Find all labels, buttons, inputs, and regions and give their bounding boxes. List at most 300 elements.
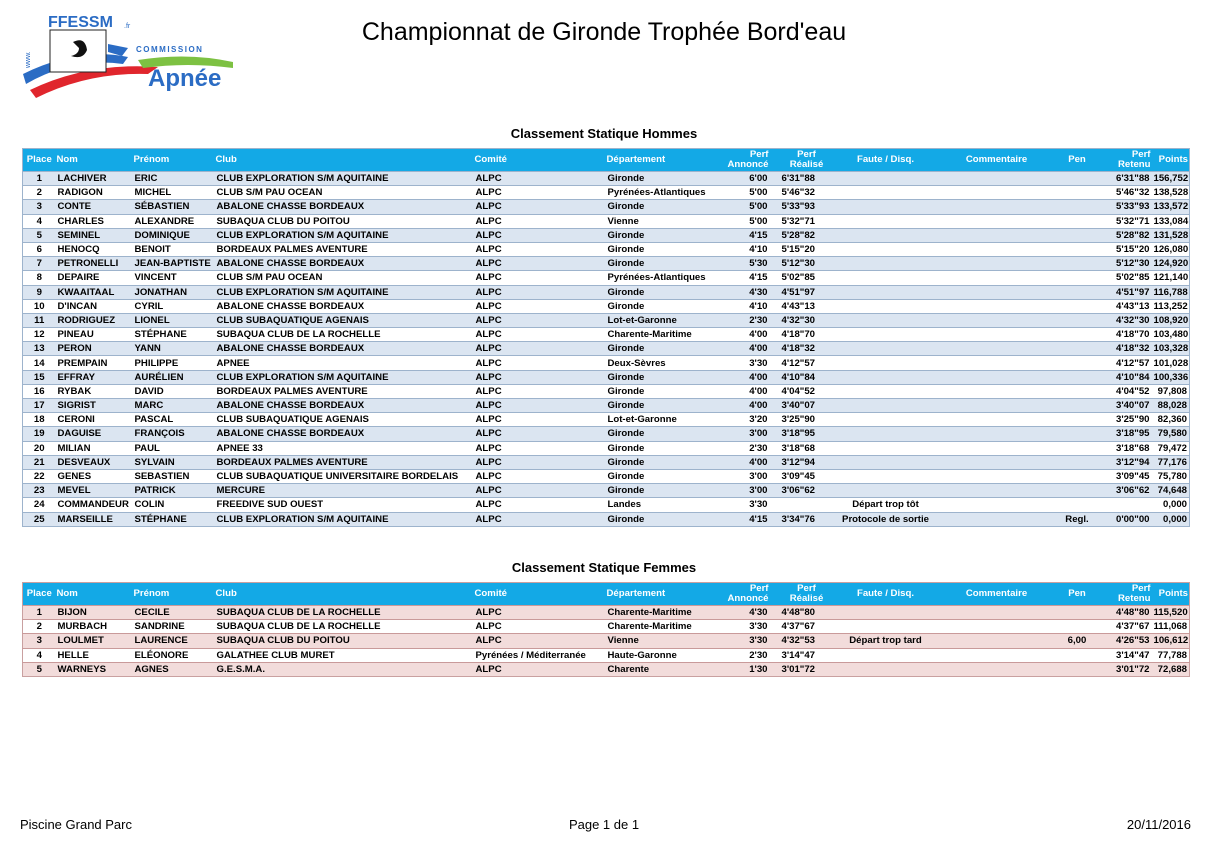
cell-perf-annonce: 3'30 xyxy=(722,498,770,512)
cell-perf-retenu: 5'32"71 xyxy=(1100,214,1152,228)
cell-perf-retenu: 3'14"47 xyxy=(1100,648,1152,662)
cell-faute xyxy=(833,370,939,384)
cell-perf-annonce: 4'00 xyxy=(722,399,770,413)
cell-nom: DEPAIRE xyxy=(56,271,133,285)
cell-departement: Charente-Maritime xyxy=(606,606,722,620)
cell-perf-retenu xyxy=(1100,498,1152,512)
cell-prenom: LAURENCE xyxy=(133,634,215,648)
cell-faute xyxy=(833,441,939,455)
cell-comite: ALPC xyxy=(474,328,606,342)
cell-faute xyxy=(833,328,939,342)
column-header-prenom: Prénom xyxy=(133,583,215,606)
cell-perf-retenu: 4'32"30 xyxy=(1100,313,1152,327)
cell-commentaire xyxy=(939,257,1055,271)
cell-place: 13 xyxy=(23,342,56,356)
men-results-table xyxy=(22,148,1190,527)
cell-comite: ALPC xyxy=(474,257,606,271)
cell-faute xyxy=(833,427,939,441)
table-row xyxy=(23,370,1190,384)
cell-club: BORDEAUX PALMES AVENTURE xyxy=(215,455,474,469)
cell-prenom: SANDRINE xyxy=(133,620,215,634)
cell-commentaire xyxy=(939,172,1055,186)
cell-club: SUBAQUA CLUB DE LA ROCHELLE xyxy=(215,328,474,342)
cell-points: 103,480 xyxy=(1153,329,1189,341)
cell-points: 79,472 xyxy=(1152,441,1190,455)
cell-perf-realise xyxy=(770,498,833,512)
cell-comite: ALPC xyxy=(474,512,606,526)
cell-perf-annonce: 2'30 xyxy=(722,313,770,327)
cell-departement: Gironde xyxy=(606,370,722,384)
cell-place: 8 xyxy=(23,271,56,285)
cell-prenom: BENOIT xyxy=(133,242,215,256)
cell-prenom: LIONEL xyxy=(133,313,215,327)
cell-perf-realise: 3'12"94 xyxy=(770,455,833,469)
cell-perf-realise: 4'32"53 xyxy=(770,634,833,648)
cell-perf-realise: 4'18"32 xyxy=(770,342,833,356)
cell-nom: WARNEYS xyxy=(56,662,133,676)
cell-place: 3 xyxy=(23,200,56,214)
cell-comite: ALPC xyxy=(474,413,606,427)
cell-comite: ALPC xyxy=(474,242,606,256)
cell-perf-annonce: 4'15 xyxy=(722,512,770,526)
cell-perf-retenu: 4'43"13 xyxy=(1100,299,1152,313)
cell-place: 2 xyxy=(23,620,56,634)
cell-nom: LACHIVER xyxy=(56,172,133,186)
cell-perf-realise: 3'14"47 xyxy=(770,648,833,662)
cell-prenom: PAUL xyxy=(133,441,215,455)
cell-pen xyxy=(1055,328,1100,342)
cell-comite: ALPC xyxy=(474,299,606,313)
cell-club: ABALONE CHASSE BORDEAUX xyxy=(215,257,474,271)
footer-date: 20/11/2016 xyxy=(1126,817,1191,832)
page-title xyxy=(0,18,1208,47)
cell-perf-realise: 5'02"85 xyxy=(770,271,833,285)
cell-pen xyxy=(1055,299,1100,313)
cell-perf-realise: 4'10"84 xyxy=(770,370,833,384)
cell-faute: Protocole de sortie xyxy=(833,512,939,526)
cell-perf-realise: 4'32"30 xyxy=(770,313,833,327)
cell-club: ABALONE CHASSE BORDEAUX xyxy=(215,399,474,413)
cell-perf-retenu: 5'33"93 xyxy=(1100,200,1152,214)
cell-comite: ALPC xyxy=(474,441,606,455)
cell-pen xyxy=(1055,620,1100,634)
column-header-nom: Nom xyxy=(56,149,133,172)
cell-points: 97,808 xyxy=(1152,384,1190,398)
cell-commentaire xyxy=(939,634,1055,648)
cell-perf-retenu: 3'18"68 xyxy=(1100,441,1152,455)
cell-points: 131,528 xyxy=(1153,229,1189,241)
cell-perf-annonce: 3'20 xyxy=(722,413,770,427)
cell-comite: ALPC xyxy=(474,313,606,327)
cell-faute xyxy=(833,313,939,327)
cell-place: 22 xyxy=(23,469,56,483)
cell-faute xyxy=(833,469,939,483)
cell-perf-retenu: 3'06"62 xyxy=(1100,484,1152,498)
cell-comite: ALPC xyxy=(474,634,606,648)
cell-points: 113,252 xyxy=(1153,300,1188,312)
cell-departement: Gironde xyxy=(606,427,722,441)
column-header-place: Place xyxy=(23,583,56,606)
cell-nom: MARSEILLE xyxy=(56,512,133,526)
cell-comite: ALPC xyxy=(474,285,606,299)
cell-perf-realise: 5'32"71 xyxy=(770,214,833,228)
cell-departement: Gironde xyxy=(606,384,722,398)
table-row xyxy=(23,271,1190,285)
cell-commentaire xyxy=(939,384,1055,398)
cell-points: 77,788 xyxy=(1152,648,1190,662)
cell-departement: Charente-Maritime xyxy=(606,620,722,634)
footer-venue: Piscine Grand Parc xyxy=(20,817,132,832)
cell-perf-realise: 3'06"62 xyxy=(770,484,833,498)
cell-pen xyxy=(1055,413,1100,427)
cell-departement: Gironde xyxy=(606,242,722,256)
cell-commentaire xyxy=(939,271,1055,285)
cell-departement: Lot-et-Garonne xyxy=(606,413,722,427)
column-header-perf-annonce: Perf Annoncé xyxy=(722,149,770,172)
cell-departement: Charente xyxy=(606,662,722,676)
cell-perf-realise: 5'12"30 xyxy=(770,257,833,271)
column-header-club: Club xyxy=(215,149,474,172)
cell-commentaire xyxy=(939,455,1055,469)
cell-pen xyxy=(1055,384,1100,398)
cell-place: 16 xyxy=(23,384,56,398)
cell-nom: CERONI xyxy=(56,413,133,427)
cell-commentaire xyxy=(939,214,1055,228)
cell-perf-retenu: 3'09"45 xyxy=(1100,469,1152,483)
cell-prenom: PASCAL xyxy=(133,413,215,427)
cell-nom: MURBACH xyxy=(56,620,133,634)
cell-perf-realise: 3'01"72 xyxy=(770,662,833,676)
cell-nom: LOULMET xyxy=(56,634,133,648)
women-rows xyxy=(23,606,1190,677)
cell-commentaire xyxy=(939,370,1055,384)
cell-pen xyxy=(1055,285,1100,299)
cell-pen xyxy=(1055,370,1100,384)
cell-departement: Vienne xyxy=(606,634,722,648)
cell-perf-realise: 3'25"90 xyxy=(770,413,833,427)
svg-text:COMMISSION: COMMISSION xyxy=(136,45,204,54)
column-header-nom: Nom xyxy=(56,583,133,606)
cell-nom: CONTE xyxy=(56,200,133,214)
cell-points: 75,780 xyxy=(1152,469,1190,483)
cell-club: CLUB SUBAQUATIQUE AGENAIS xyxy=(215,413,474,427)
cell-points: 82,360 xyxy=(1152,413,1190,427)
cell-perf-retenu: 4'04"52 xyxy=(1100,384,1152,398)
cell-perf-realise: 4'12"57 xyxy=(770,356,833,370)
cell-club: CLUB S/M PAU OCEAN xyxy=(215,186,474,200)
cell-perf-annonce: 5'00 xyxy=(722,186,770,200)
cell-departement: Vienne xyxy=(606,214,722,228)
cell-commentaire xyxy=(939,498,1055,512)
cell-nom: SIGRIST xyxy=(56,399,133,413)
cell-prenom: MARC xyxy=(133,399,215,413)
table-row xyxy=(23,356,1190,370)
cell-club: ABALONE CHASSE BORDEAUX xyxy=(215,200,474,214)
cell-perf-retenu: 0'00"00 xyxy=(1100,512,1152,526)
cell-departement: Gironde xyxy=(606,469,722,483)
table-row xyxy=(23,285,1190,299)
cell-perf-retenu: 5'02"85 xyxy=(1100,271,1152,285)
cell-pen xyxy=(1055,399,1100,413)
cell-club: CLUB S/M PAU OCEAN xyxy=(215,271,474,285)
cell-prenom: DOMINIQUE xyxy=(133,228,215,242)
cell-perf-retenu: 5'46"32 xyxy=(1100,186,1152,200)
cell-place: 18 xyxy=(23,413,56,427)
cell-nom: KWAAITAAL xyxy=(56,285,133,299)
cell-nom: DAGUISE xyxy=(56,427,133,441)
cell-points: 79,580 xyxy=(1152,427,1190,441)
cell-commentaire xyxy=(939,413,1055,427)
column-header-prenom: Prénom xyxy=(133,149,215,172)
cell-pen xyxy=(1055,648,1100,662)
cell-perf-retenu: 4'18"32 xyxy=(1100,342,1152,356)
column-header-place: Place xyxy=(23,149,56,172)
cell-perf-annonce: 4'00 xyxy=(722,342,770,356)
cell-departement: Deux-Sèvres xyxy=(606,356,722,370)
table-header xyxy=(23,149,1190,172)
cell-faute xyxy=(833,413,939,427)
cell-commentaire xyxy=(939,186,1055,200)
cell-place: 4 xyxy=(23,214,56,228)
column-header-departement: Département xyxy=(606,149,722,172)
column-header-points: Points xyxy=(1152,149,1190,172)
cell-perf-annonce: 3'30 xyxy=(722,620,770,634)
cell-departement: Gironde xyxy=(606,484,722,498)
cell-faute xyxy=(833,399,939,413)
cell-place: 5 xyxy=(23,228,56,242)
cell-pen: Regl. xyxy=(1055,512,1100,526)
cell-departement: Landes xyxy=(606,498,722,512)
cell-perf-realise: 5'28"82 xyxy=(770,228,833,242)
cell-prenom: FRANÇOIS xyxy=(133,427,215,441)
column-header-pen: Pen xyxy=(1055,583,1100,606)
cell-points: 133,084 xyxy=(1153,215,1189,227)
cell-perf-realise: 4'37"67 xyxy=(770,620,833,634)
cell-departement: Gironde xyxy=(606,299,722,313)
cell-perf-retenu: 4'10"84 xyxy=(1100,370,1152,384)
women-section-title: Classement Statique Femmes xyxy=(511,560,697,575)
cell-departement: Pyrénées-Atlantiques xyxy=(606,271,722,285)
cell-faute xyxy=(833,271,939,285)
table-row xyxy=(23,484,1190,498)
cell-departement: Gironde xyxy=(606,285,722,299)
cell-perf-retenu: 3'01"72 xyxy=(1100,662,1152,676)
cell-comite: ALPC xyxy=(474,271,606,285)
cell-prenom: PHILIPPE xyxy=(133,356,215,370)
cell-perf-retenu: 3'25"90 xyxy=(1100,413,1152,427)
table-row xyxy=(23,498,1190,512)
cell-place: 1 xyxy=(23,172,56,186)
cell-perf-realise: 4'48"80 xyxy=(770,606,833,620)
cell-club: SUBAQUA CLUB DU POITOU xyxy=(215,214,474,228)
cell-club: ABALONE CHASSE BORDEAUX xyxy=(215,299,474,313)
table-row xyxy=(23,634,1190,648)
cell-prenom: PATRICK xyxy=(133,484,215,498)
cell-pen xyxy=(1055,484,1100,498)
cell-comite: ALPC xyxy=(474,200,606,214)
cell-perf-annonce: 3'00 xyxy=(722,484,770,498)
cell-pen xyxy=(1055,186,1100,200)
cell-club: CLUB SUBAQUATIQUE AGENAIS xyxy=(215,313,474,327)
cell-nom: D'INCAN xyxy=(56,299,133,313)
cell-prenom: SEBASTIEN xyxy=(133,469,215,483)
cell-pen xyxy=(1055,455,1100,469)
cell-perf-realise: 5'46"32 xyxy=(770,186,833,200)
table-header xyxy=(23,583,1190,606)
table-row xyxy=(23,441,1190,455)
cell-comite: ALPC xyxy=(474,356,606,370)
cell-place: 17 xyxy=(23,399,56,413)
cell-comite: ALPC xyxy=(474,620,606,634)
cell-club: GALATHEE CLUB MURET xyxy=(215,648,474,662)
column-header-perf-realise: Perf Réalisé xyxy=(770,149,833,172)
cell-perf-annonce: 3'30 xyxy=(722,356,770,370)
cell-faute xyxy=(833,200,939,214)
cell-comite: ALPC xyxy=(474,228,606,242)
cell-points: 72,688 xyxy=(1152,662,1190,676)
cell-commentaire xyxy=(939,662,1055,676)
cell-perf-realise: 3'34"76 xyxy=(770,512,833,526)
cell-faute xyxy=(833,228,939,242)
cell-pen xyxy=(1055,427,1100,441)
cell-club: APNEE 33 xyxy=(215,441,474,455)
cell-perf-annonce: 6'00 xyxy=(722,172,770,186)
cell-commentaire xyxy=(939,648,1055,662)
column-header-perf-realise: Perf Réalisé xyxy=(770,583,833,606)
cell-comite: ALPC xyxy=(474,606,606,620)
cell-pen xyxy=(1055,606,1100,620)
cell-departement: Gironde xyxy=(606,399,722,413)
cell-pen xyxy=(1055,498,1100,512)
cell-comite: ALPC xyxy=(474,455,606,469)
column-header-departement: Département xyxy=(606,583,722,606)
cell-place: 3 xyxy=(23,634,56,648)
cell-commentaire xyxy=(939,328,1055,342)
cell-perf-annonce: 1'30 xyxy=(722,662,770,676)
cell-points: 106,612 xyxy=(1153,635,1189,647)
cell-faute xyxy=(833,257,939,271)
cell-commentaire xyxy=(939,228,1055,242)
cell-place: 7 xyxy=(23,257,56,271)
column-header-club: Club xyxy=(215,583,474,606)
cell-departement: Lot-et-Garonne xyxy=(606,313,722,327)
cell-place: 21 xyxy=(23,455,56,469)
cell-points: 88,028 xyxy=(1152,399,1190,413)
cell-commentaire xyxy=(939,399,1055,413)
table-row xyxy=(23,257,1190,271)
cell-points: 0,000 xyxy=(1152,512,1190,526)
cell-club: G.E.S.M.A. xyxy=(215,662,474,676)
cell-perf-realise: 3'09"45 xyxy=(770,469,833,483)
cell-perf-retenu: 4'26"53 xyxy=(1100,634,1152,648)
cell-perf-realise: 4'43"13 xyxy=(770,299,833,313)
table-row xyxy=(23,342,1190,356)
cell-pen xyxy=(1055,662,1100,676)
cell-club: ABALONE CHASSE BORDEAUX xyxy=(215,427,474,441)
table-row xyxy=(23,384,1190,398)
cell-pen xyxy=(1055,469,1100,483)
cell-nom: MILIAN xyxy=(56,441,133,455)
column-header-pen: Pen xyxy=(1055,149,1100,172)
cell-faute xyxy=(833,648,939,662)
cell-points: 126,080 xyxy=(1153,244,1189,256)
cell-prenom: SYLVAIN xyxy=(133,455,215,469)
cell-comite: ALPC xyxy=(474,172,606,186)
cell-nom: CHARLES xyxy=(56,214,133,228)
svg-text:FFESSM: FFESSM xyxy=(48,14,113,31)
cell-club: MERCURE xyxy=(215,484,474,498)
svg-text:Apnée: Apnée xyxy=(148,65,222,92)
cell-pen xyxy=(1055,228,1100,242)
cell-comite: Pyrénées / Méditerranée xyxy=(474,648,606,662)
cell-points: 100,336 xyxy=(1153,371,1189,383)
cell-club: CLUB EXPLORATION S/M AQUITAINE xyxy=(215,228,474,242)
cell-faute xyxy=(833,285,939,299)
cell-perf-annonce: 4'15 xyxy=(722,228,770,242)
cell-nom: RODRIGUEZ xyxy=(56,313,133,327)
svg-text:www.: www. xyxy=(25,51,32,68)
cell-pen xyxy=(1055,214,1100,228)
table-row xyxy=(23,328,1190,342)
cell-pen xyxy=(1055,441,1100,455)
cell-prenom: CYRIL xyxy=(133,299,215,313)
cell-prenom: STÉPHANE xyxy=(133,328,215,342)
table-row xyxy=(23,427,1190,441)
cell-perf-realise: 5'33"93 xyxy=(770,200,833,214)
table-row xyxy=(23,299,1190,313)
cell-departement: Gironde xyxy=(606,228,722,242)
cell-club: CLUB EXPLORATION S/M AQUITAINE xyxy=(215,172,474,186)
cell-place: 14 xyxy=(23,356,56,370)
cell-perf-retenu: 3'40"07 xyxy=(1100,399,1152,413)
cell-place: 5 xyxy=(23,662,56,676)
cell-perf-annonce: 4'30 xyxy=(722,285,770,299)
cell-comite: ALPC xyxy=(474,469,606,483)
cell-comite: ALPC xyxy=(474,484,606,498)
cell-perf-annonce: 4'30 xyxy=(722,606,770,620)
cell-perf-annonce: 4'00 xyxy=(722,328,770,342)
cell-nom: RADIGON xyxy=(56,186,133,200)
men-section-title: Classement Statique Hommes xyxy=(510,126,698,141)
cell-nom: PERON xyxy=(56,342,133,356)
cell-nom: PETRONELLI xyxy=(56,257,133,271)
cell-nom: PREMPAIN xyxy=(56,356,133,370)
cell-perf-annonce: 3'30 xyxy=(722,634,770,648)
cell-nom: HENOCQ xyxy=(56,242,133,256)
cell-comite: ALPC xyxy=(474,662,606,676)
cell-commentaire xyxy=(939,441,1055,455)
cell-faute xyxy=(833,186,939,200)
cell-prenom: YANN xyxy=(133,342,215,356)
cell-comite: ALPC xyxy=(474,399,606,413)
cell-points: 0,000 xyxy=(1152,498,1190,512)
cell-pen: 6,00 xyxy=(1055,634,1100,648)
cell-faute xyxy=(833,620,939,634)
cell-place: 1 xyxy=(23,606,56,620)
cell-nom: HELLE xyxy=(56,648,133,662)
cell-pen xyxy=(1055,257,1100,271)
men-rows xyxy=(23,172,1190,527)
table-row xyxy=(23,186,1190,200)
table-row xyxy=(23,620,1190,634)
cell-place: 2 xyxy=(23,186,56,200)
column-header-perf-retenu: Perf Retenu xyxy=(1100,583,1152,606)
cell-departement: Gironde xyxy=(606,172,722,186)
cell-perf-annonce: 3'00 xyxy=(722,427,770,441)
cell-perf-realise: 4'18"70 xyxy=(770,328,833,342)
page-title-text: Championnat de Gironde Trophée Bord'eau xyxy=(361,18,847,46)
cell-commentaire xyxy=(939,469,1055,483)
